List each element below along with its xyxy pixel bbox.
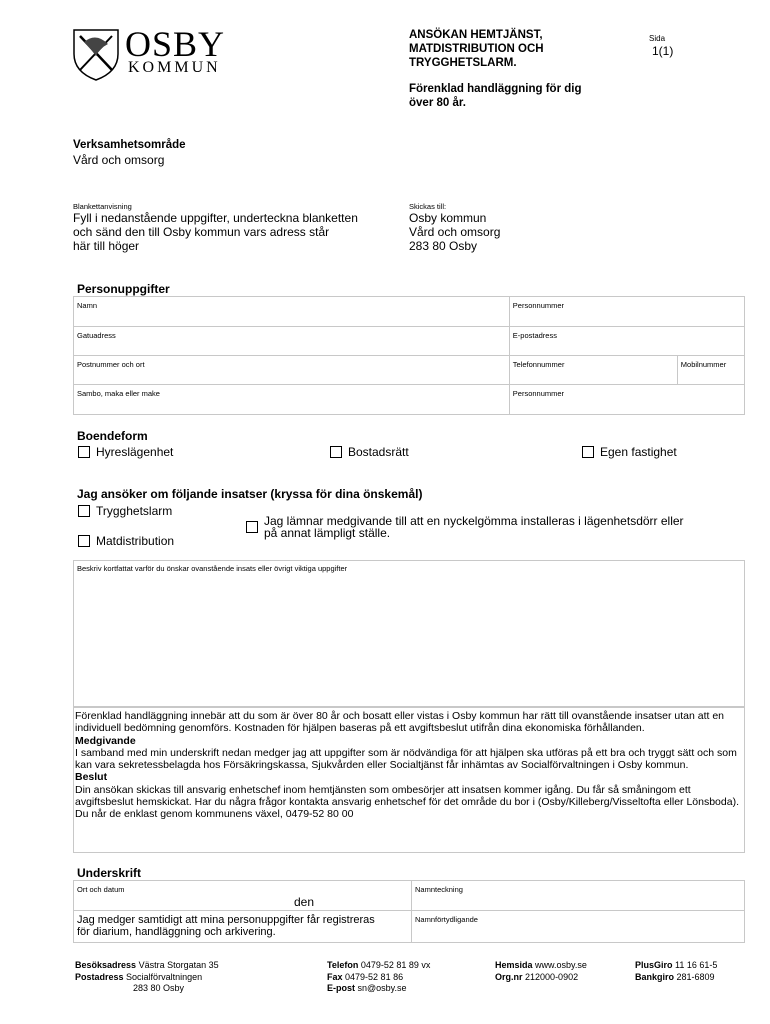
area-label: Verksamhetsområde — [73, 139, 186, 151]
decision-paragraph: Din ansökan skickas till ansvarig enhetschef inom hemtjänsten som ombesörjer att insatsen kommer igång. Du får så småningom ett avgiftsbeslut hemskickat. Har du några frågor kontakta ansvarig enhetschef för det område du bor i (Osby/Killeberg/Visseltofta eller Lönsboda). Du når de enklast genom kommunens växel, 0479-52 80 00 — [75, 783, 739, 821]
street-field[interactable] — [74, 327, 510, 356]
instructions-line: och sänd den till Osby kommun vars adress står — [73, 225, 330, 239]
postal-city: 283 80 Osby — [133, 983, 185, 993]
consent-line: på annat lämpligt ställe. — [264, 526, 391, 540]
bankgiro-value: 281-6809 — [676, 971, 715, 982]
logo-kommun-text: KOMMUN — [128, 59, 221, 76]
safety-alarm-checkbox[interactable] — [78, 505, 90, 517]
data-consent-text — [74, 911, 412, 943]
plusgiro-label: PlusGiro — [635, 960, 673, 970]
page-number: 1(1) — [652, 44, 674, 58]
description-label: Beskriv kortfattat varför du önskar ovanstående insats eller övrigt viktiga uppgifter — [77, 564, 348, 573]
own-property-checkbox[interactable] — [582, 446, 594, 458]
den-text: den — [294, 895, 315, 909]
description-textarea[interactable] — [73, 560, 745, 707]
phone-label: Telefon — [327, 960, 359, 970]
place-date-field[interactable] — [74, 881, 412, 911]
fax-value: 0479-52 81 86 — [345, 971, 404, 982]
condominium-label: Bostadsrätt — [348, 445, 409, 459]
info-paragraph: Förenklad handläggning innebär att du som är över 80 år och bosatt eller vistas i Osby kommun har rätt till ovanstående insatser utan att en individuell bedömning genomförs. Kostnaden för hjälpen baseras på ett avgiftsbeslut utifrån dina ekonomiska förhållanden. — [75, 710, 725, 735]
partner-personnummer-label: Personnummer — [512, 389, 565, 398]
website-label: Hemsida — [495, 960, 533, 970]
personal-data-table — [73, 296, 745, 415]
org-number-value: 212000-0902 — [525, 971, 579, 982]
decision-heading: Beslut — [75, 771, 108, 784]
document-subtitle — [409, 82, 639, 110]
visit-address-label: Besöksadress — [75, 960, 137, 970]
name-label: Namn — [77, 301, 98, 310]
signature-field[interactable] — [412, 881, 745, 911]
place-date-label: Ort och datum — [77, 885, 125, 894]
data-consent-line: för diarium, handläggning och arkivering. — [77, 926, 276, 938]
signature-table — [73, 880, 745, 943]
consent-heading: Medgivande — [75, 734, 136, 747]
instructions-label: Blankettanvisning — [73, 202, 132, 211]
org-number-label: Org.nr — [495, 971, 523, 982]
signature-label: Namnteckning — [415, 885, 463, 894]
document-title — [409, 28, 619, 70]
partner-label: Sambo, maka eller make — [77, 389, 160, 398]
phone-field[interactable] — [509, 356, 677, 385]
phone-label: Telefonnummer — [512, 360, 565, 369]
osby-coat-of-arms-logo — [70, 26, 122, 82]
food-distribution-label: Matdistribution — [96, 534, 175, 548]
street-label: Gatuadress — [77, 331, 116, 340]
partner-field[interactable] — [74, 385, 510, 415]
footer-giro — [635, 960, 717, 983]
footer-address — [75, 960, 219, 995]
area-value: Vård och omsorg — [73, 153, 165, 167]
footer-contact — [327, 960, 430, 995]
fax-label: Fax — [327, 971, 343, 982]
address-line: 283 80 Osby — [409, 239, 478, 253]
send-to-label: Skickas till: — [409, 202, 447, 211]
key-box-consent-checkbox[interactable] — [246, 521, 258, 533]
postal-field[interactable] — [74, 356, 510, 385]
rental-apartment-checkbox[interactable] — [78, 446, 90, 458]
phone-value: 0479-52 81 89 vx — [360, 960, 431, 970]
name-clarification-field[interactable] — [412, 911, 745, 943]
footer-web — [495, 960, 587, 983]
email-field[interactable] — [509, 327, 744, 356]
email-label: E-postadress — [512, 331, 557, 340]
data-consent-line: Jag medger samtidigt att mina personuppgifter får registreras — [77, 914, 375, 926]
bankgiro-label: Bankgiro — [635, 971, 675, 982]
website-value: www.osby.se — [535, 960, 587, 970]
mobile-label: Mobilnummer — [680, 360, 727, 369]
logo-osby-text: OSBY — [125, 24, 226, 64]
send-to-address — [409, 211, 500, 253]
personnummer-label: Personnummer — [512, 301, 565, 310]
housing-section-title: Boendeform — [77, 429, 148, 443]
subtitle-line: Förenklad handläggning för dig — [409, 83, 582, 95]
plusgiro-value: 11 16 61-5 — [675, 960, 718, 970]
mobile-field[interactable] — [677, 356, 744, 385]
consent-paragraph: I samband med min underskrift nedan medger jag att uppgifter som är nödvändiga för att hjälpen ska utföras på ett bra och tryggt sätt och som kan vara sekretessbelagda hos Försäkringskassa, Sjukvården eller Socialtjänst får inhämtas av Socialförvaltningen i Osby kommun. — [75, 746, 737, 772]
visit-address-value: Västra Storgatan 35 — [138, 960, 219, 970]
personnummer-field[interactable] — [509, 297, 744, 327]
title-line: MATDISTRIBUTION OCH — [409, 43, 544, 55]
rental-apartment-label: Hyreslägenhet — [96, 445, 174, 459]
email-value: sn@osby.se — [357, 983, 407, 993]
page-label: Sida — [649, 34, 666, 43]
signature-section-title: Underskrift — [77, 866, 142, 880]
key-box-consent-label — [264, 515, 684, 539]
address-line: Vård och omsorg — [409, 225, 501, 239]
safety-alarm-label: Trygghetslarm — [96, 504, 173, 518]
food-distribution-checkbox[interactable] — [78, 535, 90, 547]
condominium-checkbox[interactable] — [330, 446, 342, 458]
instructions-text — [73, 211, 403, 253]
postal-address-value: Socialförvaltningen — [126, 971, 203, 982]
partner-personnummer-field[interactable] — [509, 385, 744, 415]
email-label: E-post — [327, 983, 355, 993]
title-line: ANSÖKAN HEMTJÄNST, — [409, 29, 543, 41]
info-text — [75, 710, 745, 821]
instructions-line: här till höger — [73, 239, 140, 253]
own-property-label: Egen fastighet — [600, 445, 677, 459]
postal-label: Postnummer och ort — [77, 360, 145, 369]
name-field[interactable] — [74, 297, 510, 327]
address-line: Osby kommun — [409, 211, 487, 225]
name-clarification-label: Namnförtydligande — [415, 915, 478, 924]
instructions-line: Fyll i nedanstående uppgifter, underteckna blanketten — [73, 211, 358, 225]
title-line: TRYGGHETSLARM. — [409, 57, 517, 69]
services-section-title: Jag ansöker om följande insatser (kryssa för dina önskemål) — [77, 487, 423, 501]
consent-line: Jag lämnar medgivande till att en nyckelgömma installeras i lägenhetsdörr eller — [264, 514, 684, 528]
personal-section-title: Personuppgifter — [77, 282, 170, 296]
postal-address-label: Postadress — [75, 971, 124, 982]
subtitle-line: över 80 år. — [409, 97, 466, 109]
